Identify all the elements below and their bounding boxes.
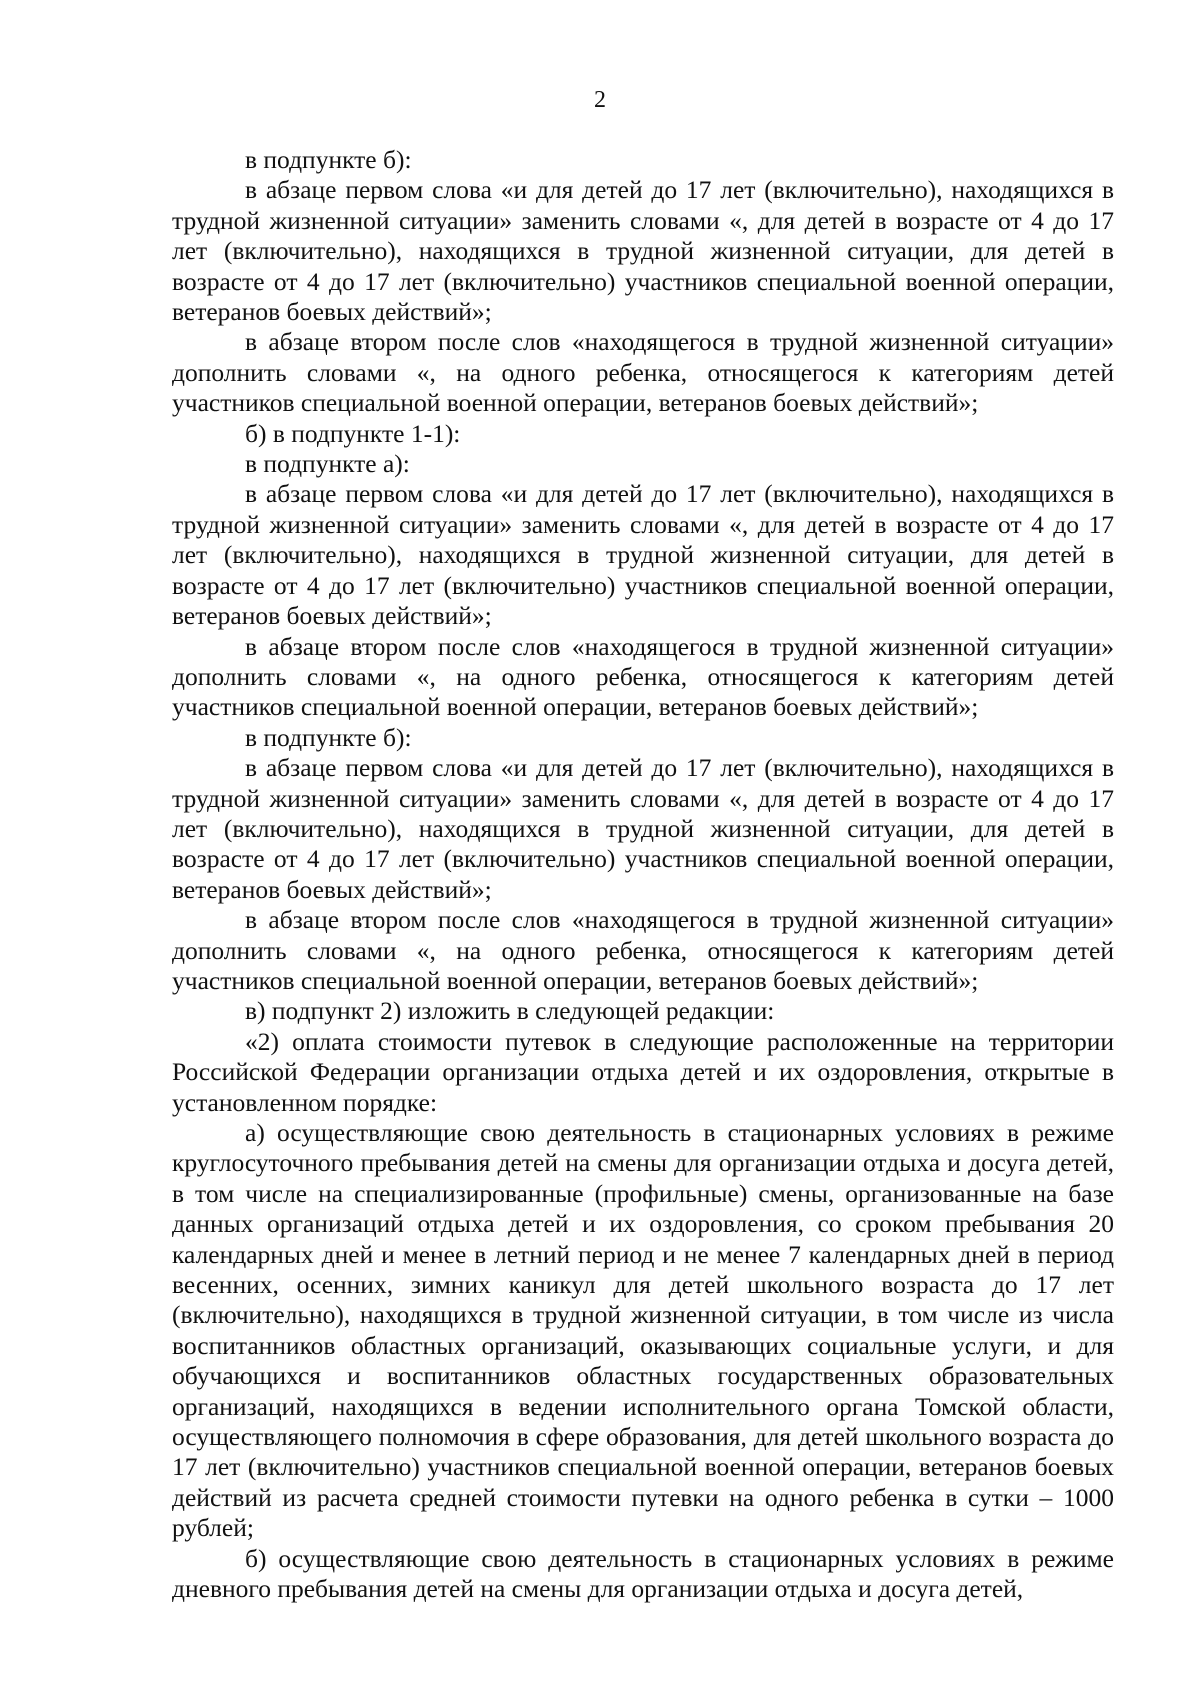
page-number: 2 — [594, 87, 606, 113]
paragraph: в) подпункт 2) изложить в следующей редакции: — [245, 996, 775, 1026]
paragraph: в абзаце первом слова «и для детей до 17 лет (включительно), находящихся в трудной жизненной ситуации» заменить словами «, для детей в возрасте от 4 до 17 лет (включительно), находящихся в трудной жизненной ситуации, для детей в возрасте от 4 до 17 лет (включительно) участников специальной военной операции, ветеранов боевых действий»; — [172, 479, 1114, 631]
paragraph: в абзаце втором после слов «находящегося в трудной жизненной ситуации» дополнить словами «, на одного ребенка, относящегося к категориям детей участников специальной военной операции, ветеранов боевых действий»; — [172, 905, 1114, 995]
paragraph: в подпункте б): — [245, 145, 412, 174]
paragraph: «2) оплата стоимости путевок в следующие расположенные на территории Российской Федерации организации отдыха детей и их оздоровления, открытые в установленном порядке: — [172, 1026, 1114, 1117]
document-body — [172, 145, 1114, 1605]
paragraph: а) осуществляющие свою деятельность в стационарных условиях в режиме круглосуточного пребывания детей на смены для организации отдыха и досуга детей, в том числе на специализированные (профильные) смены, организованные на базе данных организаций отдыха детей и их оздоровления, со сроком пребывания 20 календарных дней и менее в летний период и не менее 7 календарных дней в период весенних, осенних, зимних каникул для детей школьного возраста до 17 лет (включительно), находящихся в трудной жизненной ситуации, в том числе из числа воспитанников областных организаций, оказывающих социальные услуги, и для обучающихся и воспитанников областных государственных образовательных организаций, находящихся в ведении исполнительного органа Томской области, осуществляющего полномочия в сфере образования, для детей школьного возраста до 17 лет (включительно) участников специальной военной операции, ветеранов боевых действий из расчета средней стоимости путевки на одного ребенка в сутки – 1000 рублей; — [172, 1118, 1114, 1543]
paragraph: б) в подпункте 1-1): — [245, 418, 461, 448]
paragraph: в абзаце первом слова «и для детей до 17 лет (включительно), находящихся в трудной жизненной ситуации» заменить словами «, для детей в возрасте от 4 до 17 лет (включительно), находящихся в трудной жизненной ситуации, для детей в возрасте от 4 до 17 лет (включительно) участников специальной военной операции, ветеранов боевых действий»; — [172, 753, 1114, 904]
paragraph: в подпункте б): — [245, 722, 412, 752]
paragraph: в абзаце первом слова «и для детей до 17 лет (включительно), находящихся в трудной жизненной ситуации» заменить словами «, для детей в возрасте от 4 до 17 лет (включительно), находящихся в трудной жизненной ситуации, для детей в возрасте от 4 до 17 лет (включительно) участников специальной военной операции, ветеранов боевых действий»; — [172, 175, 1114, 327]
paragraph: в абзаце втором после слов «находящегося в трудной жизненной ситуации» дополнить словами «, на одного ребенка, относящегося к категориям детей участников специальной военной операции, ветеранов боевых действий»; — [172, 631, 1114, 722]
paragraph: в подпункте а): — [245, 449, 410, 479]
paragraph: в абзаце втором после слов «находящегося в трудной жизненной ситуации» дополнить словами «, на одного ребенка, относящегося к категориям детей участников специальной военной операции, ветеранов боевых действий»; — [172, 327, 1114, 418]
paragraph: б) осуществляющие свою деятельность в стационарных условиях в режиме дневного пребывания детей на смены для организации отдыха и досуга детей, — [172, 1543, 1114, 1604]
